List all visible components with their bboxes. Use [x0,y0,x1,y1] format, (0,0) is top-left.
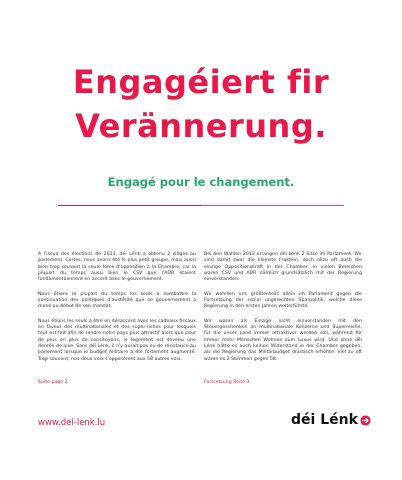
right-column [204,252,362,387]
divider-right [201,205,344,206]
left-continuation-link[interactable]: Suite page 2 [38,380,68,386]
right-paragraph-1: Bei den Wahlen 2013 errangen déi Lénk 2 Sitze im Parlament. Wir sind damit zwar die kleinste Fraktion, doch allzu oft auch die einzige Oppositionskraft in der Chamber. In vielen Bereichen waren CSV und ADR nämlich grundsätzlich mit der Regierung einverstanden. [204,252,362,283]
headline-line-1: Engagéiert fir [72,63,330,101]
left-paragraph-1: A l'issue des élections de 2013, déi Lénk a obtenu 2 sièges au parlement. Certes, nous avons été le plus petit groupe, mais aussi bien trop souvent la seule force d'opposition à la Chambre, car la plupart du temps aussi bien le CSV que l'ADR étaient fondamentalement en accord avec le gouvernement. [38,252,196,283]
subheadline: Engagé pour le changement. [107,175,295,189]
right-paragraph-3: Wir waren als Einzige nicht einverstanden mit den Steuergeschenken an multinationale Konzerne und Superreiche, für die unser Land immer attraktiver werden soll, während für immer mehr Menschen Wohnen zum Luxus wird. Und ohne déi Lénk hätte es auch keinen Widerstand in der Chamber gegeben, als die Regierung das Militärbudget drastisch erhöhte. Viel zu oft waren es 2 Stimmen gegen 58. [204,318,362,362]
logo-arrow-icon [360,415,371,426]
left-paragraph-3: Nous étions les seuls à être en désaccord avec les cadeaux fiscaux en faveur des multinationales et des super-riches pour lesquels tout est fait afin de rendre notre pays plus attractif alors que pour de plus en plus de concitoyens, le logement est devenu une denrée de luxe. Sans déi Lénk, il n'y aurait pas eu de résistance au parlement lorsque le budget militaire a été fortement augmenté. Trop souvent, nos deux voix s'opposèrent aux 58 autres voix. [38,318,196,362]
logo-text: déi Lénk [291,412,358,428]
right-continuation-link[interactable]: Fortsetzung Seite 3 [204,380,250,386]
right-paragraph-2: Wir wehrten uns größtenteils allein im Parlament gegen die Fortsetzung der sozial ungerechten Sparpolitik, welche diese Regierung in den ersten Jahren weiterführte. [204,291,362,310]
left-column [38,252,196,387]
left-paragraph-2: Nous étions la plupart du temps les seuls à combattre la continuation des politiques d'austérité que ce gouvernement a mené au début de son mandat. [38,291,196,310]
divider [58,205,344,206]
headline [0,60,402,148]
divider-left [58,205,201,206]
footer-url[interactable]: www.dei-lenk.lu [38,418,106,428]
headline-line-2: Verännerung. [75,107,327,145]
party-logo [291,412,371,428]
